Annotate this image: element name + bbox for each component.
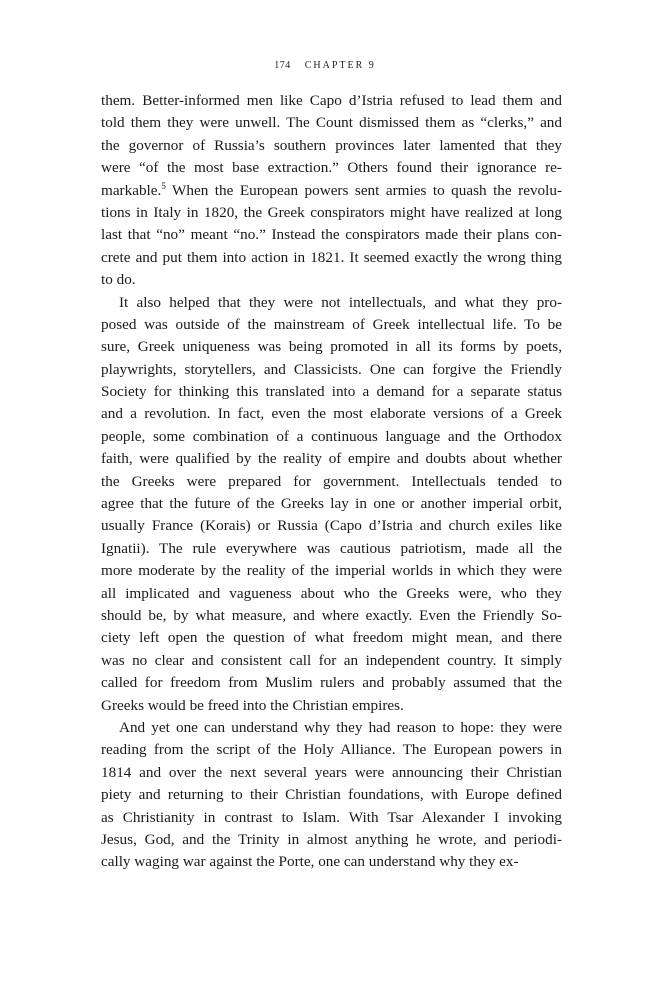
text-line: faith, were qualified by the reality of empire and doubts about whether bbox=[101, 450, 562, 468]
text-line: posed was outside of the mainstream of Greek intellectual life. To be bbox=[101, 315, 562, 333]
text-line: last that “no” meant “no.” Instead the conspirators made their plans con- bbox=[101, 226, 562, 244]
text-line: And yet one can understand why they had reason to hope: they were bbox=[119, 718, 562, 736]
text-line: It also helped that they were not intellectuals, and what they pro- bbox=[119, 293, 562, 311]
text-line: Ignatii). The rule everywhere was cautious patriotism, made all the bbox=[101, 539, 562, 557]
line-text: markable. bbox=[101, 181, 162, 199]
text-line: as Christianity in contrast to Islam. With Tsar Alexander I invoking bbox=[101, 808, 562, 826]
text-line: was no clear and consistent call for an independent country. It simply bbox=[101, 651, 562, 669]
text-line: sure, Greek uniqueness was being promoted in all its forms by poets, bbox=[101, 338, 562, 356]
body-text bbox=[101, 90, 562, 874]
text-line: were “of the most base extraction.” Others found their ignorance re- bbox=[101, 159, 562, 177]
text-line: cally waging war against the Porte, one can understand why they ex- bbox=[101, 853, 519, 871]
text-line: usually France (Korais) or Russia (Capo d’Istria and church exiles like bbox=[101, 517, 562, 535]
text-line: should be, by what measure, and where exactly. Even the Friendly So- bbox=[101, 606, 562, 624]
text-line: all implicated and vagueness about who the Greeks were, who they bbox=[101, 584, 562, 602]
text-line: them. Better-informed men like Capo d’Istria refused to lead them and bbox=[101, 92, 562, 109]
running-head bbox=[0, 60, 650, 71]
text-line: people, some combination of a continuous language and the Orthodox bbox=[101, 427, 562, 445]
text-line: piety and returning to their Christian foundations, with Europe defined bbox=[101, 786, 562, 804]
page-number: 174 bbox=[274, 60, 291, 71]
text-line: called for freedom from Muslim rulers and probably assumed that the bbox=[101, 674, 562, 692]
text-line: ciety left open the question of what freedom might mean, and there bbox=[101, 629, 562, 647]
paragraph bbox=[101, 717, 562, 874]
text-line: crete and put them into action in 1821. It seemed exactly the wrong thing bbox=[101, 248, 562, 266]
line-text: When the European powers sent armies to quash the revolu- bbox=[165, 181, 562, 199]
text-line: to do. bbox=[101, 271, 136, 289]
text-line: 1814 and over the next several years were announcing their Christian bbox=[101, 763, 562, 781]
text-line: reading from the script of the Holy Alliance. The European powers in bbox=[101, 741, 562, 759]
text-line: the governor of Russia’s southern provinces later lamented that they bbox=[101, 136, 562, 154]
chapter-label: CHAPTER 9 bbox=[304, 60, 376, 71]
text-line bbox=[101, 180, 562, 202]
text-line: Greeks would be freed into the Christian empires. bbox=[101, 696, 404, 714]
text-line: playwrights, storytellers, and Classicists. One can forgive the Friendly bbox=[101, 360, 562, 378]
text-line: agree that the future of the Greeks lay in one or another imperial orbit, bbox=[101, 495, 562, 513]
text-line: told them they were unwell. The Count dismissed them as “clerks,” and bbox=[101, 114, 562, 132]
footnote-marker: 5 bbox=[161, 180, 166, 191]
text-line: Jesus, God, and the Trinity in almost anything he wrote, and periodi- bbox=[101, 830, 562, 848]
paragraph bbox=[101, 90, 562, 292]
text-line: and a revolution. In fact, even the most elaborate versions of a Greek bbox=[101, 405, 562, 423]
text-line: the Greeks were prepared for government. Intellectuals tended to bbox=[101, 472, 562, 490]
paragraph bbox=[101, 292, 562, 717]
text-line: Society for thinking this translated into a demand for a separate status bbox=[101, 383, 562, 401]
text-line: more moderate by the reality of the imperial worlds in which they were bbox=[101, 562, 562, 580]
text-line: tions in Italy in 1820, the Greek conspirators might have realized at long bbox=[101, 203, 562, 221]
